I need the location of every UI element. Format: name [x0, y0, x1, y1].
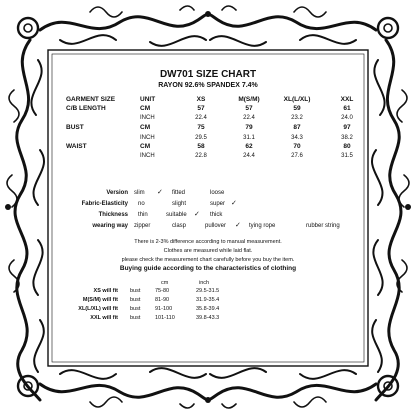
fit-row-part: bust	[130, 297, 141, 303]
row-label-waist: WAIST	[66, 143, 87, 150]
feature-option: thick	[210, 212, 223, 218]
size-header-xs: XS	[196, 96, 206, 103]
check-icon: ✓	[231, 200, 237, 207]
size-cell: 31.5	[341, 153, 353, 159]
fit-row-inch: 35.8-39.4	[196, 306, 220, 312]
size-cell: 22.4	[195, 115, 207, 121]
size-cell: 70	[293, 143, 301, 150]
size-cell: 22.4	[243, 115, 255, 121]
fit-row-cm: 91-100	[155, 306, 173, 312]
note-line: please check the measurement chart carefully before you buy the item.	[121, 257, 295, 263]
size-header-xl: XL(L/XL)	[283, 96, 311, 103]
row-unit: INCH	[140, 115, 155, 121]
feature-option: loose	[210, 190, 225, 196]
fit-row-part: bust	[130, 306, 141, 312]
size-cell: 62	[245, 143, 253, 150]
size-cell: 58	[197, 143, 205, 150]
fit-row-part: bust	[130, 315, 141, 321]
size-cell: 79	[245, 124, 253, 131]
feature-option: slight	[172, 201, 187, 207]
feature-option: slim	[134, 190, 145, 196]
row-label-cb-length: C/B LENGTH	[66, 105, 106, 112]
size-cell: 80	[343, 143, 351, 150]
fit-row-label: M(S/M) will fit	[82, 297, 118, 303]
row-unit: CM	[140, 105, 151, 112]
fit-row-part: bust	[130, 288, 141, 294]
fit-header-cm: cm	[161, 280, 169, 286]
size-cell: 57	[245, 105, 253, 112]
size-cell: 27.6	[291, 153, 303, 159]
fit-header-inch: inch	[199, 280, 210, 286]
feature-option: super	[210, 201, 226, 207]
fit-row-inch: 31.9-35.4	[196, 297, 220, 303]
row-label-bust: BUST	[66, 124, 84, 131]
size-header-m: M(S/M)	[238, 96, 260, 103]
note-line: Clothes are measured while laid flat.	[163, 248, 253, 254]
fit-row-inch: 29.5-31.5	[196, 288, 220, 294]
row-unit: CM	[140, 124, 151, 131]
fit-row-cm: 81-90	[155, 297, 170, 303]
feature-label-thickness: Thickness	[98, 212, 128, 218]
size-cell: 24.4	[243, 153, 255, 159]
size-cell: 38.2	[341, 135, 353, 141]
size-cell: 23.2	[291, 115, 303, 121]
size-cell: 59	[293, 105, 301, 112]
fit-row-cm: 75-80	[155, 288, 170, 294]
row-unit: CM	[140, 143, 151, 150]
feature-option: clasp	[172, 223, 187, 229]
size-cell: 57	[197, 105, 205, 112]
check-icon: ✓	[235, 222, 241, 229]
feature-option: zipper	[134, 223, 151, 229]
size-cell: 34.3	[291, 135, 303, 141]
size-cell: 61	[343, 105, 351, 112]
fit-row-cm: 101-110	[155, 315, 175, 321]
check-icon: ✓	[157, 189, 163, 196]
feature-label-elasticity: Fabric-Elasticity	[81, 201, 128, 207]
buying-guide-title: Buying guide according to the characteristics of clothing	[119, 265, 297, 272]
size-cell: 97	[343, 124, 351, 131]
size-cell: 29.5	[195, 135, 207, 141]
garment-size-header: GARMENT SIZE	[66, 96, 116, 103]
fit-row-inch: 39.8-43.3	[196, 315, 220, 321]
size-cell: 75	[197, 124, 205, 131]
fit-row-label: XS will fit	[93, 288, 118, 294]
row-unit: INCH	[140, 135, 155, 141]
size-header-xxl: XXL	[340, 96, 354, 103]
size-cell: 22.8	[195, 153, 207, 159]
row-unit: INCH	[140, 153, 155, 159]
feature-option: fitted	[172, 190, 186, 196]
size-cell: 87	[293, 124, 301, 131]
size-cell: 24.0	[341, 115, 353, 121]
feature-option: thin	[138, 212, 148, 218]
feature-option: no	[138, 201, 145, 207]
feature-label-version: Version	[106, 190, 128, 196]
feature-option: rubber string	[306, 223, 340, 229]
note-line: There is 2-3% difference according to manual measurement.	[134, 239, 282, 245]
feature-option: suitable	[166, 212, 187, 218]
unit-header: UNIT	[140, 96, 156, 103]
fit-row-label: XXL will fit	[90, 315, 118, 321]
chart-title: DW701 SIZE CHART	[159, 69, 257, 80]
size-cell: 31.1	[243, 135, 255, 141]
feature-option: tying rope	[249, 223, 276, 229]
feature-label-wearing-way: wearing way	[92, 223, 128, 229]
check-icon: ✓	[194, 211, 200, 218]
feature-option: pullover	[205, 223, 227, 229]
fit-row-label: XL(L/XL) will fit	[78, 306, 118, 312]
fabric-composition: RAYON 92.6% SPANDEX 7.4%	[158, 82, 258, 89]
